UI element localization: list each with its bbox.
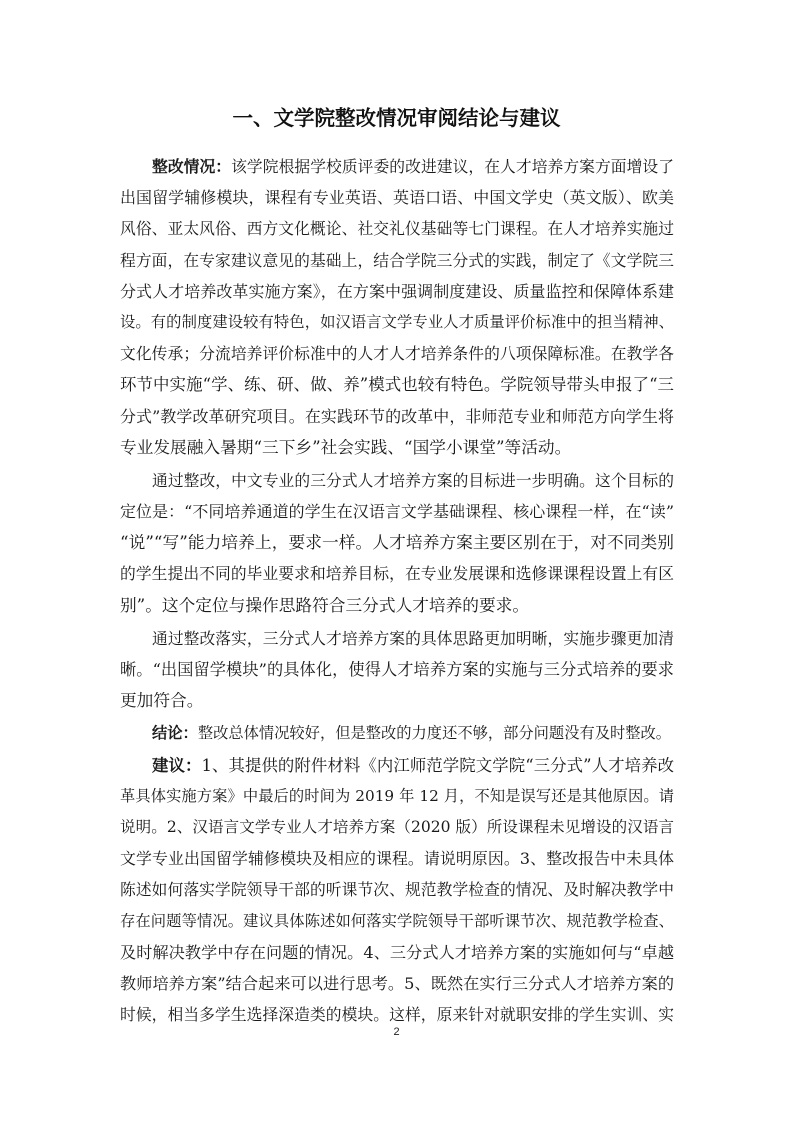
situation-line-3: 风俗、亚太风俗、西方文化概论、社交礼仪基础等七门课程。在人才培养实施过 xyxy=(120,219,674,239)
paragraph2-line-3: “说”“写”能力培养上，要求一样。人才培养方案主要区别在于，对不同类别 xyxy=(120,532,674,553)
suggestion-line-6: 存在问题等情况。建议具体陈述如何落实学院领导干部听课节次、规范教学检查、 xyxy=(120,911,674,930)
situation-text: 该学院根据学校质评委的改进建议，在人才培养方案方面增设了 xyxy=(231,157,675,176)
paragraph3-line-2: 晰。“出国留学模块”的具体化，使得人才培养方案的实施与三分式培养的要求 xyxy=(120,660,674,679)
suggestion-line-7: 及时解决教学中存在问题的情况。4、三分式人才培养方案的实施如何与“卓越 xyxy=(120,942,674,962)
situation-line-1 xyxy=(120,151,674,182)
situation-line-2: 出国留学辅修模块，课程有专业英语、英语口语、中国文学史（英文版）、欧美 xyxy=(120,188,674,208)
conclusion-text: 整改总体情况较好，但是整改的力度还不够，部分问题没有及时整改。 xyxy=(197,724,672,743)
situation-line-8: 环节中实施“学、练、研、做、养”模式也较有特色。学院领导带头申报了“三 xyxy=(120,375,674,395)
situation-line-6: 设。有的制度建设较有特色，如汉语言文学专业人才质量评价标准中的担当精神、 xyxy=(120,312,674,331)
conclusion-label: 结论： xyxy=(152,724,198,743)
page-title: 一、文学院整改情况审阅结论与建议 xyxy=(232,106,561,130)
document-body xyxy=(120,151,674,1030)
suggestion-text: 1、其提供的附件材料《内江师范学院文学院“三分式”人才培养改 xyxy=(201,755,674,775)
paragraph2-line-4: 的学生提出不同的毕业要求和培养目标，在专业发展课和选修课课程设置上有区 xyxy=(120,564,674,584)
suggestion-line-1 xyxy=(120,750,674,781)
suggestion-line-4: 文学专业出国留学辅修模块及相应的课程。请说明原因。3、整改报告中未具体 xyxy=(120,849,674,869)
paragraph2-line-5: 别”。这个定位与操作思路符合三分式人才培养的要求。 xyxy=(120,594,530,615)
situation-line-5: 分式人才培养改革实施方案》，在方案中强调制度建设、质量监控和保障体系建 xyxy=(120,281,674,301)
page-number: 2 xyxy=(393,1026,400,1038)
situation-line-7: 文化传承；分流培养评价标准中的人才人才培养条件的八项保障标准。在教学各 xyxy=(120,344,674,364)
paragraph2-line-2: 定位是：“不同培养通道的学生在汉语言文学基础课程、核心课程一样，在“读” xyxy=(120,502,674,522)
paragraph3-line-1: 通过整改落实，三分式人才培养方案的具体思路更加明晰，实施步骤更加清 xyxy=(152,628,674,648)
situation-label: 整改情况： xyxy=(152,157,232,176)
suggestion-line-9: 时候，相当多学生选择深造类的模块。这样，原来针对就职安排的学生实训、实 xyxy=(120,1005,674,1025)
situation-line-10: 专业发展融入暑期“三下乡”社会实践、“国学小课堂”等活动。 xyxy=(120,436,572,457)
suggestion-line-3: 说明。2、汉语言文学专业人才培养方案（2020 版）所设课程未见增设的汉语言 xyxy=(120,817,674,836)
situation-line-4: 程方面，在专家建议意见的基础上，结合学院三分式的实践，制定了《文学院三 xyxy=(120,250,674,270)
suggestion-line-2: 革具体实施方案》中最后的时间为 2019 年 12 月，不知是误写还是其他原因。请 xyxy=(120,786,674,805)
paragraph3-line-3: 更加符合。 xyxy=(120,690,204,711)
suggestion-label: 建议： xyxy=(152,755,202,775)
paragraph2-line-1: 通过整改，中文专业的三分式人才培养方案的目标进一步明确。这个目标的 xyxy=(152,470,674,490)
situation-line-9: 分式”教学改革研究项目。在实践环节的改革中，非师范专业和师范方向学生将 xyxy=(120,406,674,426)
conclusion-line-1 xyxy=(120,718,674,749)
suggestion-line-8: 教师培养方案”结合起来可以进行思考。5、既然在实行三分式人才培养方案的 xyxy=(120,973,674,993)
suggestion-line-5: 陈述如何落实学院领导干部的听课节次、规范教学检查的情况、及时解决教学中 xyxy=(120,880,674,900)
